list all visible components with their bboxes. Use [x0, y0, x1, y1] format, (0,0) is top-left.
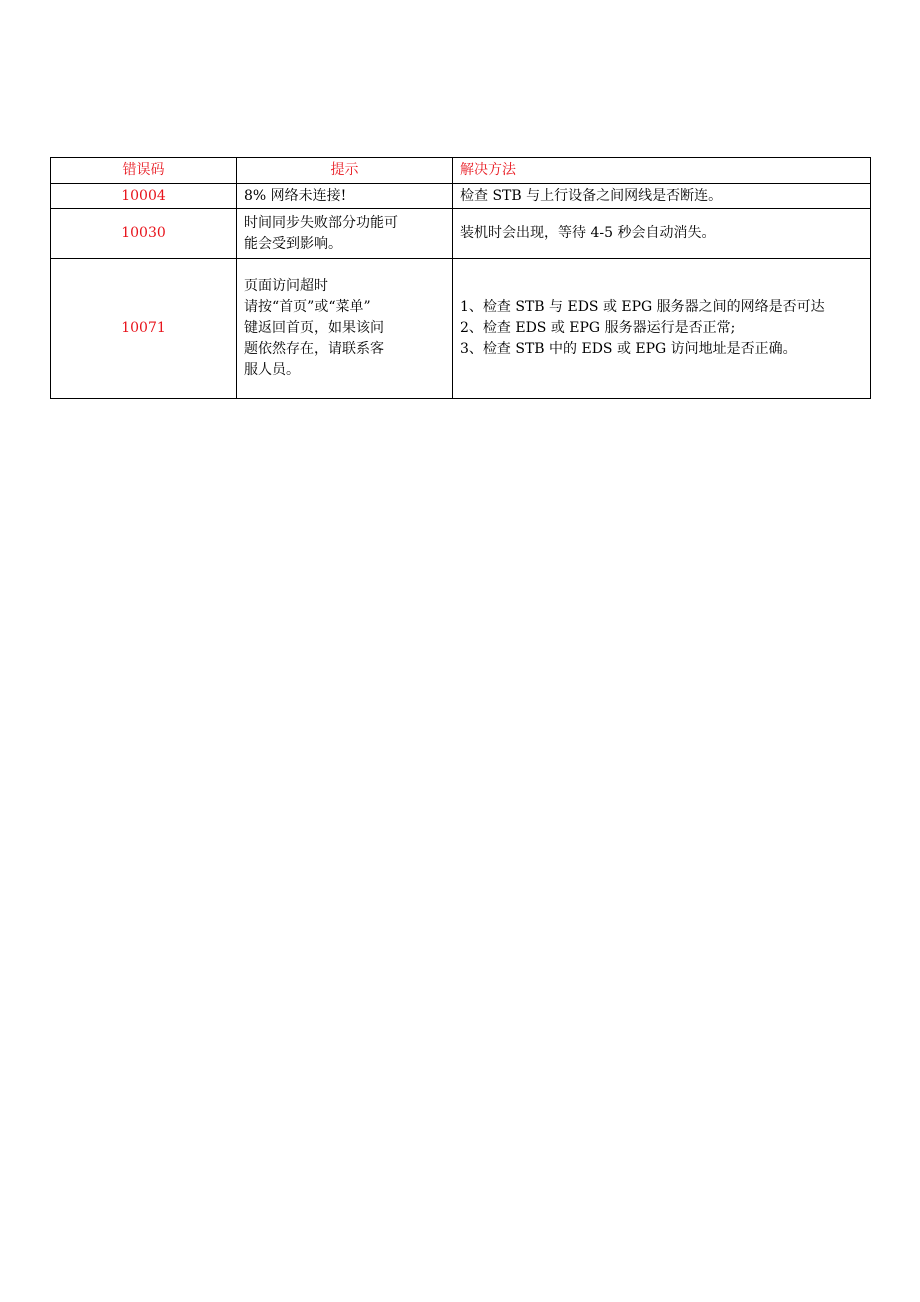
table-row	[51, 209, 871, 259]
header-solution: 解决方法	[453, 158, 871, 184]
solution-line: 检查 STB 与上行设备之间网线是否断连。	[460, 187, 723, 204]
error-code-table	[50, 157, 871, 399]
hint-cell	[237, 259, 453, 399]
table-header-row	[51, 158, 871, 184]
header-error-code: 错误码	[51, 158, 237, 184]
error-code-cell: 10004	[51, 184, 237, 209]
hint-line: 请按“首页”或“菜单”	[244, 299, 371, 315]
solution-cell	[453, 259, 871, 399]
error-code-cell: 10071	[51, 259, 237, 399]
solution-line: 1、检查 STB 与 EDS 或 EPG 服务器之间的网络是否可达	[460, 299, 825, 315]
header-hint: 提示	[237, 158, 453, 184]
hint-cell	[237, 184, 453, 209]
hint-line: 服人员。	[244, 362, 300, 378]
solution-line: 3、检查 STB 中的 EDS 或 EPG 访问地址是否正确。	[460, 341, 797, 357]
hint-line: 页面访问超时	[244, 278, 328, 294]
solution-cell	[453, 209, 871, 259]
hint-line: 8% 网络未连接!	[244, 187, 347, 204]
error-code-cell: 10030	[51, 209, 237, 259]
table-row	[51, 184, 871, 209]
hint-line: 键返回首页，如果该问	[244, 320, 384, 336]
table-row	[51, 259, 871, 399]
solution-line: 2、检查 EDS 或 EPG 服务器运行是否正常;	[460, 320, 736, 336]
solution-cell	[453, 184, 871, 209]
hint-cell	[237, 209, 453, 259]
hint-line: 题依然存在，请联系客	[244, 341, 384, 357]
hint-line: 时间同步失败部分功能可	[244, 214, 398, 231]
hint-line: 能会受到影响。	[244, 235, 342, 252]
solution-line: 装机时会出现，等待 4-5 秒会自动消失。	[460, 225, 716, 241]
